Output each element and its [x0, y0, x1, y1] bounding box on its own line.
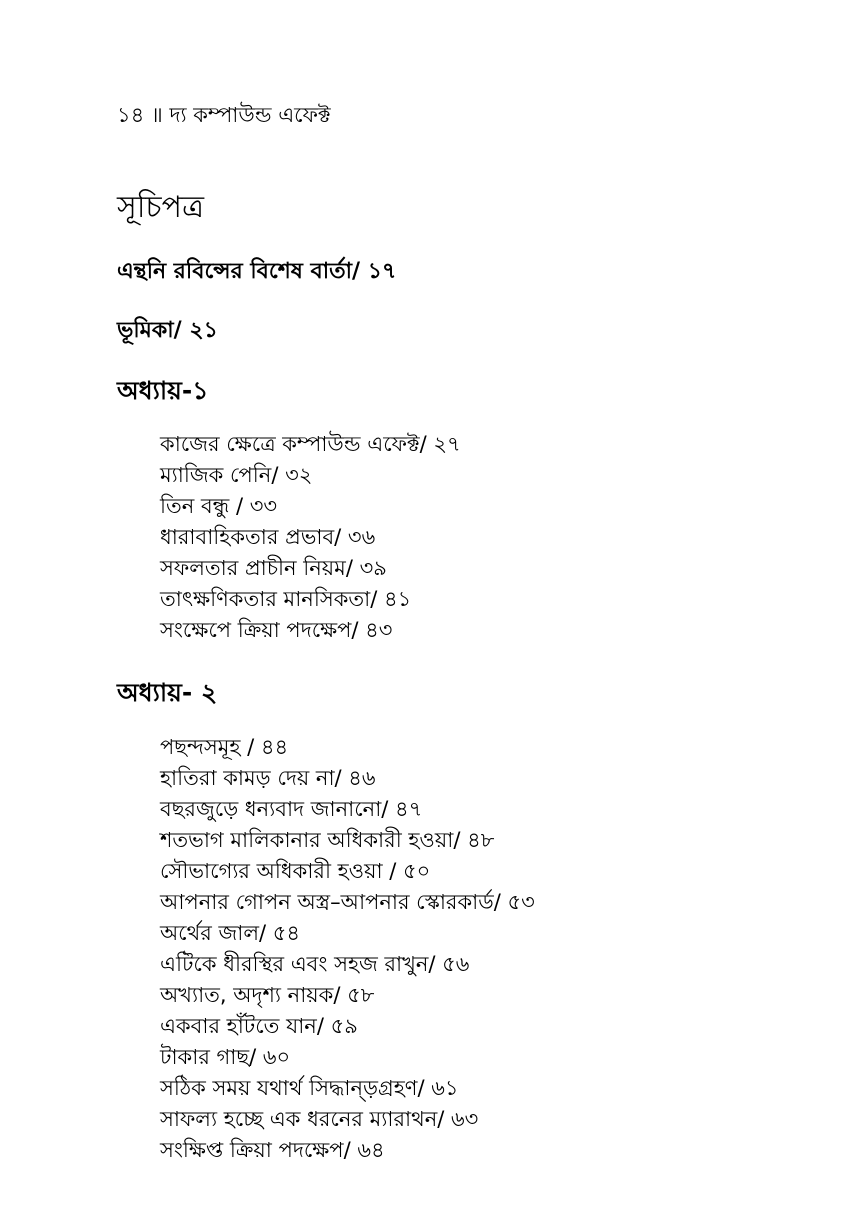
toc-entry: ম্যাজিক পেনি/ ৩২: [160, 463, 313, 487]
running-header: ১৪ ॥ দ্য কম্পাউন্ড এফেক্ট: [117, 103, 331, 127]
toc-front-item-special-message: এন্থনি রবিন্সের বিশেষ বার্তা/ ১৭: [117, 259, 397, 284]
toc-entry: এটিকে ধীরস্থির এবং সহজ রাখুন/ ৫৬: [160, 952, 470, 976]
toc-entry: কাজের ক্ষেত্রে কম্পাউন্ড এফেক্ট/ ২৭: [160, 432, 461, 456]
toc-entry: সংক্ষিপ্ত ক্রিয়া পদক্ষেপ/ ৬৪: [160, 1138, 385, 1162]
toc-entry: সংক্ষেপে ক্রিয়া পদক্ষেপ/ ৪৩: [160, 618, 393, 642]
toc-title: সূচিপত্র: [117, 190, 204, 225]
toc-entry: হাতিরা কামড় দেয় না/ ৪৬: [160, 766, 376, 790]
chapter-1-entries: [160, 429, 461, 646]
toc-entry: আপনার গোপন অস্ত্র–আপনার স্কোরকার্ড/ ৫৩: [160, 890, 535, 914]
toc-entry: বছরজুড়ে ধন্যবাদ জানানো/ ৪৭: [160, 797, 423, 821]
toc-entry: শতভাগ মালিকানার অধিকারী হওয়া/ ৪৮: [160, 828, 495, 852]
toc-front-item-introduction: ভূমিকা/ ২১: [117, 318, 218, 343]
toc-entry: সফলতার প্রাচীন নিয়ম/ ৩৯: [160, 556, 387, 580]
toc-entry: অর্থের জাল/ ৫৪: [160, 921, 300, 945]
toc-entry: ধারাবাহিকতার প্রভাব/ ৩৬: [160, 525, 376, 549]
chapter-2-entries: [160, 732, 535, 1166]
toc-entry: তাৎক্ষণিকতার মানসিকতা/ ৪১: [160, 587, 412, 611]
toc-entry: একবার হাঁটতে যান/ ৫৯: [160, 1014, 358, 1038]
toc-entry: সঠিক সময় যথার্থ সিদ্ধান্ড়গ্রহণ/ ৬১: [160, 1076, 459, 1100]
toc-entry: অখ্যাত, অদৃশ্য নায়ক/ ৫৮: [160, 983, 375, 1007]
toc-entry: সাফল্য হচ্ছে এক ধরনের ম্যারাথন/ ৬৩: [160, 1107, 479, 1131]
toc-entry: সৌভাগ্যের অধিকারী হওয়া / ৫০: [160, 859, 431, 883]
chapter-heading-1: অধ্যায়-১: [117, 376, 209, 405]
chapter-heading-2: অধ্যায়- ২: [117, 678, 218, 707]
toc-entry: পছন্দসমূহ / ৪৪: [160, 735, 289, 759]
toc-entry: টাকার গাছ/ ৬০: [160, 1045, 291, 1069]
toc-entry: তিন বন্ধু / ৩৩: [160, 494, 278, 518]
